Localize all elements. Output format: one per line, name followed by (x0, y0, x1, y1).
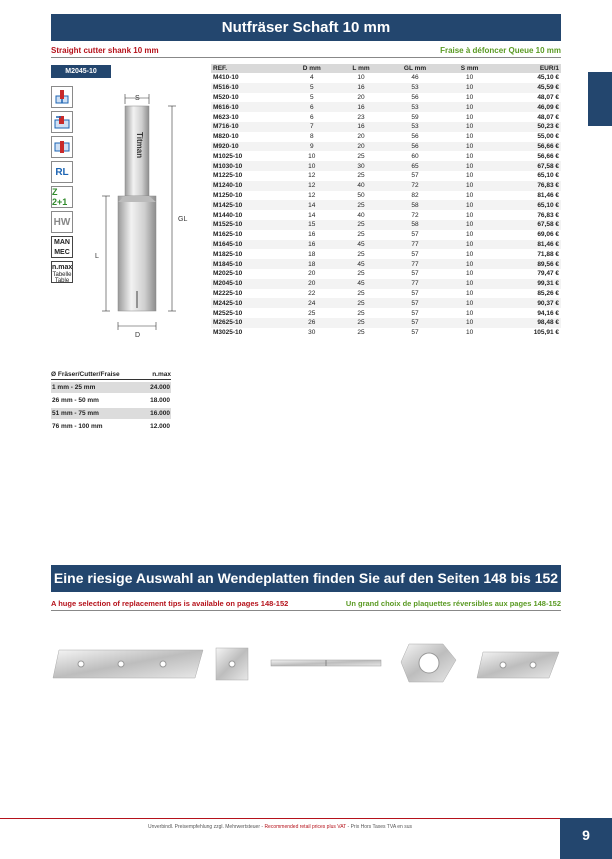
footer-text (0, 824, 560, 830)
replacement-tips-banner: Eine riesige Auswahl an Wendeplatten finden Sie auf den Seiten 148 bis 152 (51, 565, 561, 592)
cell-price: 48,07 € (537, 93, 559, 101)
dim-l-label: L (95, 253, 99, 260)
cell-s: 10 (445, 200, 494, 210)
cell-s: 10 (445, 102, 494, 112)
cell-gl: 65 (385, 161, 445, 171)
cell-s: 10 (466, 191, 474, 199)
cell-l: 23 (357, 113, 365, 121)
cell-l: 20 (357, 133, 365, 141)
diameter-range: 76 mm - 100 mm (52, 423, 103, 430)
cell-price: 45,59 € (494, 83, 561, 93)
cell-l: 45 (337, 279, 385, 289)
table-row (211, 191, 561, 201)
cell-price: 94,16 € (537, 309, 559, 317)
cell-l: 25 (357, 289, 365, 297)
table-row (211, 73, 561, 83)
cell-l: 25 (357, 172, 365, 180)
dim-gl-label: GL (178, 216, 188, 223)
cell-l: 25 (337, 200, 385, 210)
cell-l: 40 (357, 211, 365, 219)
table-row (211, 240, 561, 250)
cell-ref: M2625-10 (211, 318, 287, 328)
cell-d: 18 (287, 259, 337, 269)
cell-ref: M1825-10 (213, 250, 243, 258)
cell-gl: 82 (411, 191, 419, 199)
cell-l: 50 (357, 191, 365, 199)
cell-ref: M520-10 (213, 93, 239, 101)
cell-ref: M1440-10 (213, 211, 243, 219)
cell-s: 10 (445, 279, 494, 289)
edge-cut-icon (51, 136, 73, 158)
table-row (211, 161, 561, 171)
cell-s: 10 (466, 133, 474, 141)
cell-l: 25 (357, 309, 365, 317)
footer-fr: - Prix Hors Taxes TVA en sus (346, 824, 412, 830)
cell-l: 25 (337, 220, 385, 230)
cell-l: 45 (337, 240, 385, 250)
table-row (211, 200, 561, 210)
cell-price: 90,37 € (494, 298, 561, 308)
cell-gl: 57 (411, 172, 419, 180)
cell-ref: M1845-10 (211, 259, 287, 269)
cell-l: 16 (337, 102, 385, 112)
cell-gl: 77 (385, 259, 445, 269)
subtitle-french: Fraise à défoncer Queue 10 mm (440, 46, 561, 55)
round-insert-image (401, 644, 456, 682)
table-row (211, 318, 561, 328)
cell-gl: 56 (411, 93, 419, 101)
cell-l: 20 (337, 142, 385, 152)
subtitle-english: Straight cutter shank 10 mm (51, 46, 159, 55)
cell-s: 10 (445, 318, 494, 328)
cell-d: 7 (287, 122, 337, 132)
table-row (211, 171, 561, 181)
max-speed-value: 18.000 (150, 397, 170, 404)
cell-ref: M623-10 (213, 113, 239, 121)
cell-ref: M820-10 (213, 133, 239, 141)
cell-d: 12 (287, 181, 337, 191)
table-row (211, 112, 561, 122)
cell-d: 24 (287, 298, 337, 308)
cell-ref: M1025-10 (213, 152, 243, 160)
cell-d: 25 (308, 309, 316, 317)
cell-price: 85,26 € (537, 289, 559, 297)
cell-gl: 57 (385, 298, 445, 308)
col-ref: REF. (211, 64, 287, 73)
long-insert-image (53, 650, 203, 678)
max-speed-row (51, 395, 171, 406)
cell-gl: 57 (411, 270, 419, 278)
cell-gl: 57 (411, 329, 419, 337)
diameter-range: 1 mm - 25 mm (52, 384, 96, 391)
cell-s: 10 (466, 289, 474, 297)
mechanical-label: MEC (54, 249, 70, 256)
cell-s: 10 (466, 329, 474, 337)
cell-price: 46,09 € (494, 102, 561, 112)
cell-ref: M2045-10 (211, 279, 287, 289)
brand-label: Titman (135, 132, 144, 159)
cell-price: 65,10 € (537, 172, 559, 180)
cell-d: 14 (308, 211, 316, 219)
cell-s: 10 (466, 270, 474, 278)
table-row (211, 249, 561, 259)
cell-gl: 57 (411, 309, 419, 317)
side-tab-marker (588, 72, 612, 126)
page-title: Nutfräser Schaft 10 mm (51, 14, 561, 41)
cell-d: 10 (287, 161, 337, 171)
cell-ref: M1225-10 (213, 172, 243, 180)
cell-l: 45 (337, 259, 385, 269)
max-speed-header (51, 371, 171, 380)
header-divider (51, 57, 561, 58)
cell-price: 69,06 € (537, 231, 559, 239)
cell-s: 10 (445, 298, 494, 308)
cell-s: 10 (445, 259, 494, 269)
footer-en: Recommended retail prices plus VAT (264, 824, 347, 830)
cell-d: 20 (308, 270, 316, 278)
cell-ref: M1525-10 (211, 220, 287, 230)
cell-ref: M516-10 (211, 83, 287, 93)
product-table-container (211, 64, 561, 338)
cell-gl: 57 (411, 250, 419, 258)
table-row (211, 308, 561, 318)
cell-price: 105,91 € (533, 329, 559, 337)
cell-gl: 59 (411, 113, 419, 121)
cell-s: 10 (466, 211, 474, 219)
cell-l: 25 (357, 231, 365, 239)
cell-d: 16 (287, 240, 337, 250)
cell-gl: 77 (385, 240, 445, 250)
cell-gl: 56 (411, 133, 419, 141)
cell-price: 50,23 € (494, 122, 561, 132)
cell-l: 25 (357, 270, 365, 278)
table-row (211, 328, 561, 338)
cell-s: 10 (466, 231, 474, 239)
cell-d: 15 (287, 220, 337, 230)
rhombic-insert-image (477, 652, 559, 678)
col-l: L mm (337, 64, 385, 73)
cell-d: 9 (287, 142, 337, 152)
cell-price: 65,10 € (494, 200, 561, 210)
cell-l: 16 (337, 122, 385, 132)
table-row (211, 289, 561, 299)
product-table (211, 64, 561, 338)
cell-ref: M410-10 (213, 74, 239, 82)
cell-gl: 53 (385, 122, 445, 132)
cell-d: 12 (308, 172, 316, 180)
cell-s: 10 (445, 240, 494, 250)
table-row (211, 93, 561, 103)
cell-l: 25 (357, 329, 365, 337)
manual-machine-icon (51, 236, 73, 258)
cell-d: 26 (287, 318, 337, 328)
table-header-row (211, 64, 561, 73)
table-row (211, 102, 561, 112)
cell-s: 10 (466, 113, 474, 121)
table-row (211, 151, 561, 161)
cell-d: 20 (287, 279, 337, 289)
cell-gl: 46 (411, 74, 419, 82)
cell-d: 22 (308, 289, 316, 297)
cell-d: 16 (308, 231, 316, 239)
cell-gl: 58 (385, 220, 445, 230)
reference-badge: M2045-10 (51, 65, 111, 78)
max-speed-value: 24.000 (150, 384, 170, 391)
cell-ref: M616-10 (211, 102, 287, 112)
dim-s-label: S (135, 95, 140, 102)
cell-ref: M920-10 (211, 142, 287, 152)
cell-ref: M1625-10 (213, 231, 243, 239)
table-row (211, 259, 561, 269)
cell-price: 76,83 € (537, 211, 559, 219)
cell-d: 12 (308, 191, 316, 199)
cell-ref: M1030-10 (211, 161, 287, 171)
cell-gl: 72 (385, 181, 445, 191)
feature-icons (51, 86, 75, 283)
max-speed-table-icon (51, 261, 73, 283)
cell-gl: 60 (411, 152, 419, 160)
cell-d: 5 (309, 93, 314, 101)
table-row (211, 122, 561, 132)
page-number: 9 (560, 818, 612, 859)
nmax-table-en: Table (54, 278, 70, 284)
cell-d: 14 (287, 200, 337, 210)
cell-price: 89,56 € (494, 259, 561, 269)
cell-gl: 58 (385, 200, 445, 210)
max-speed-row (51, 421, 171, 432)
cell-ref: M1240-10 (211, 181, 287, 191)
col-d: D mm (287, 64, 337, 73)
table-row (211, 230, 561, 240)
diameter-heading: Ø Fräser/Cutter/Fraise (51, 371, 120, 378)
cell-d: 4 (309, 74, 314, 82)
cell-s: 10 (445, 220, 494, 230)
nmax-heading: n.max (152, 371, 171, 378)
cell-l: 10 (357, 74, 365, 82)
cutter-drawing (80, 86, 200, 346)
cell-gl: 57 (385, 318, 445, 328)
banner-french: Un grand choix de plaquettes réversibles aux pages 148-152 (345, 599, 561, 608)
footer-divider (0, 818, 560, 819)
cell-l: 25 (337, 318, 385, 328)
max-speed-table (51, 371, 171, 432)
square-insert-image (216, 648, 248, 680)
cell-ref: M1250-10 (213, 191, 243, 199)
table-row (211, 220, 561, 230)
cell-d: 6 (287, 102, 337, 112)
cell-ref: M2225-10 (213, 289, 243, 297)
col-price: EUR/1 (494, 64, 561, 73)
table-row (211, 210, 561, 220)
hard-metal-icon: HW (51, 211, 73, 233)
banner-english: A huge selection of replacement tips is available on pages 148-152 (51, 599, 289, 608)
cell-price: 71,88 € (537, 250, 559, 258)
cell-l: 20 (357, 93, 365, 101)
teeth-count-icon: Z 2+1 (51, 186, 73, 208)
cell-price: 81,46 € (537, 191, 559, 199)
cell-d: 6 (309, 113, 314, 121)
cell-price: 67,58 € (494, 161, 561, 171)
replacement-tips-images (51, 630, 563, 690)
cell-price: 67,58 € (494, 220, 561, 230)
cell-price: 56,66 € (537, 152, 559, 160)
cell-l: 25 (357, 250, 365, 258)
cell-ref: M3025-10 (213, 329, 243, 337)
rotation-rl-icon: RL (51, 161, 73, 183)
table-row (211, 83, 561, 93)
cell-gl: 56 (385, 142, 445, 152)
cell-ref: M716-10 (211, 122, 287, 132)
cell-s: 10 (445, 181, 494, 191)
cell-price: 98,48 € (494, 318, 561, 328)
table-row (211, 132, 561, 142)
cell-s: 10 (466, 152, 474, 160)
cell-s: 10 (445, 161, 494, 171)
max-speed-value: 12.000 (150, 423, 170, 430)
table-row (211, 269, 561, 279)
cell-s: 10 (466, 74, 474, 82)
cell-l: 40 (337, 181, 385, 191)
cell-gl: 72 (411, 211, 419, 219)
table-row (211, 279, 561, 289)
cell-gl: 57 (411, 231, 419, 239)
cell-price: 48,07 € (537, 113, 559, 121)
diameter-range: 26 mm - 50 mm (52, 397, 99, 404)
banner-divider (51, 610, 561, 611)
cell-ref: M2025-10 (213, 270, 243, 278)
groove-cut-icon (51, 111, 73, 133)
max-speed-row (51, 382, 171, 393)
cell-s: 10 (445, 122, 494, 132)
col-s: S mm (445, 64, 494, 73)
cell-l: 25 (337, 298, 385, 308)
table-row (211, 142, 561, 152)
cell-ref: M1645-10 (211, 240, 287, 250)
diameter-range: 51 mm - 75 mm (52, 410, 99, 417)
thin-insert-image (271, 660, 381, 666)
cell-price: 81,46 € (494, 240, 561, 250)
dim-d-label: D (135, 332, 141, 339)
cell-d: 10 (308, 152, 316, 160)
table-row (211, 298, 561, 308)
nmax-label: n.max (52, 264, 73, 271)
cell-gl: 57 (411, 289, 419, 297)
cell-price: 45,10 € (537, 74, 559, 82)
cell-ref: M1425-10 (211, 200, 287, 210)
nmax-table-de: Tabelle (52, 272, 72, 278)
cell-s: 10 (466, 309, 474, 317)
cell-l: 30 (337, 161, 385, 171)
cell-d: 18 (308, 250, 316, 258)
cell-d: 5 (287, 83, 337, 93)
cell-ref: M2425-10 (211, 298, 287, 308)
max-speed-value: 16.000 (150, 410, 170, 417)
table-row (211, 181, 561, 191)
cell-price: 99,31 € (494, 279, 561, 289)
cell-price: 55,00 € (537, 133, 559, 141)
cell-gl: 53 (385, 83, 445, 93)
cell-price: 76,83 € (494, 181, 561, 191)
plunge-cut-icon (51, 86, 73, 108)
cell-price: 56,66 € (494, 142, 561, 152)
cell-d: 8 (309, 133, 314, 141)
footer-de: Unverbindl. Preisempfehlung zzgl. Mehrwertsteuer - (147, 824, 265, 830)
manual-label: MAN (54, 239, 70, 246)
cell-l: 16 (337, 83, 385, 93)
cell-s: 10 (445, 83, 494, 93)
cell-s: 10 (445, 142, 494, 152)
cell-d: 30 (308, 329, 316, 337)
max-speed-row (51, 408, 171, 419)
cell-l: 25 (357, 152, 365, 160)
cell-gl: 77 (385, 279, 445, 289)
cell-ref: M2525-10 (213, 309, 243, 317)
cell-s: 10 (466, 93, 474, 101)
cell-s: 10 (466, 250, 474, 258)
cell-price: 79,47 € (537, 270, 559, 278)
cell-gl: 53 (385, 102, 445, 112)
col-gl: GL mm (385, 64, 445, 73)
cell-s: 10 (466, 172, 474, 180)
